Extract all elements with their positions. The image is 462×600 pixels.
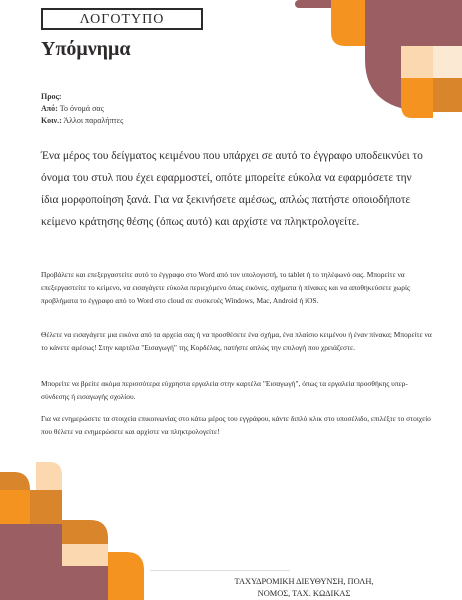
cc-value[interactable]: Άλλοι παραλήπτες [63,116,124,125]
footer-divider [150,570,290,571]
to-line [41,92,62,101]
from-value[interactable]: Το όνομά σας [59,104,104,113]
footer-address[interactable] [204,576,404,600]
cc-line [41,116,123,125]
footer-address-line-1: ΤΑΧΥΔΡΟΜΙΚΗ ΔΙΕΥΘΥΝΣΗ, ΠΟΛΗ, [234,577,374,586]
top-right-decoration [295,0,462,120]
from-label: Από: [41,104,58,113]
lead-paragraph[interactable]: Ένα μέρος του δείγματος κειμένου που υπάρχει σε αυτό το έγγραφο υποδεικνύει το όνομα του στυλ που έχει εφαρμοστεί, οπότε μπορείτε εύκολα να εφαρμόσετε την ίδια μορφοποίηση ξανά. Για να ξεκινήσετε αμέσως, απλώς πατήστε οποιοδήποτε κείμενο κράτησης θέσης (όπως αυτό) και αρχίστε να πληκτρολογείτε. [41,150,423,228]
body-paragraph-1[interactable]: Προβάλετε και επεξεργαστείτε αυτό το έγγραφο στο Word από τον υπολογιστή, το tablet ή το τηλέφωνό σας. Μπορείτε να επεξεργαστείτε το κείμενο, να εισαγάγετε εύκολα περιεχόμενο όπως εικόνες, σχήματα ή πίνακες και να αποθηκεύσετε χωρίς προβλήματα το έγγραφο από το Word στο cloud σε συσκευές Windows, Mac, Android ή iOS. [41,270,410,305]
page-title: Υπόμνημα [41,38,131,60]
body-paragraph-2[interactable]: Θέλετε να εισαγάγετε μια εικόνα από τα αρχεία σας ή να προσθέσετε ένα σχήμα, ένα πλαίσιο κειμένου ή έναν πίνακα; Μπορείτε να το κάνετε αμέσως! Στην καρτέλα "Εισαγωγή" της Κορδέλας, πατήστε απλώς την επιλογή που χρειάζεστε. [41,330,432,352]
cc-label: Κοιν.: [41,116,62,125]
bottom-left-decoration [0,462,150,600]
to-label: Προς: [41,92,62,101]
body-paragraph-4[interactable]: Για να ενημερώσετε τα στοιχεία επικοινωνίας στο κάτω μέρος του εγγράφου, κάντε διπλό κλικ στο υποσέλιδο, επιλέξτε το στοιχείο που θέλετε να ενημερώσετε και αρχίστε να πληκτρολογείτε! [41,414,431,436]
from-line [41,104,104,113]
body-paragraph-3[interactable]: Μπορείτε να βρείτε ακόμα περισσότερα εύχρηστα εργαλεία στην καρτέλα "Εισαγωγή", όπως τα εργαλεία προσθήκης υπερ-σύνδεσης ή εισαγωγής σχολίου. [41,379,408,401]
footer-address-line-2: ΝΟΜΟΣ, ΤΑΧ. ΚΩΔΙΚΑΣ [257,589,351,598]
logo-placeholder[interactable]: ΛΟΓΟΤΥΠΟ [41,8,203,30]
